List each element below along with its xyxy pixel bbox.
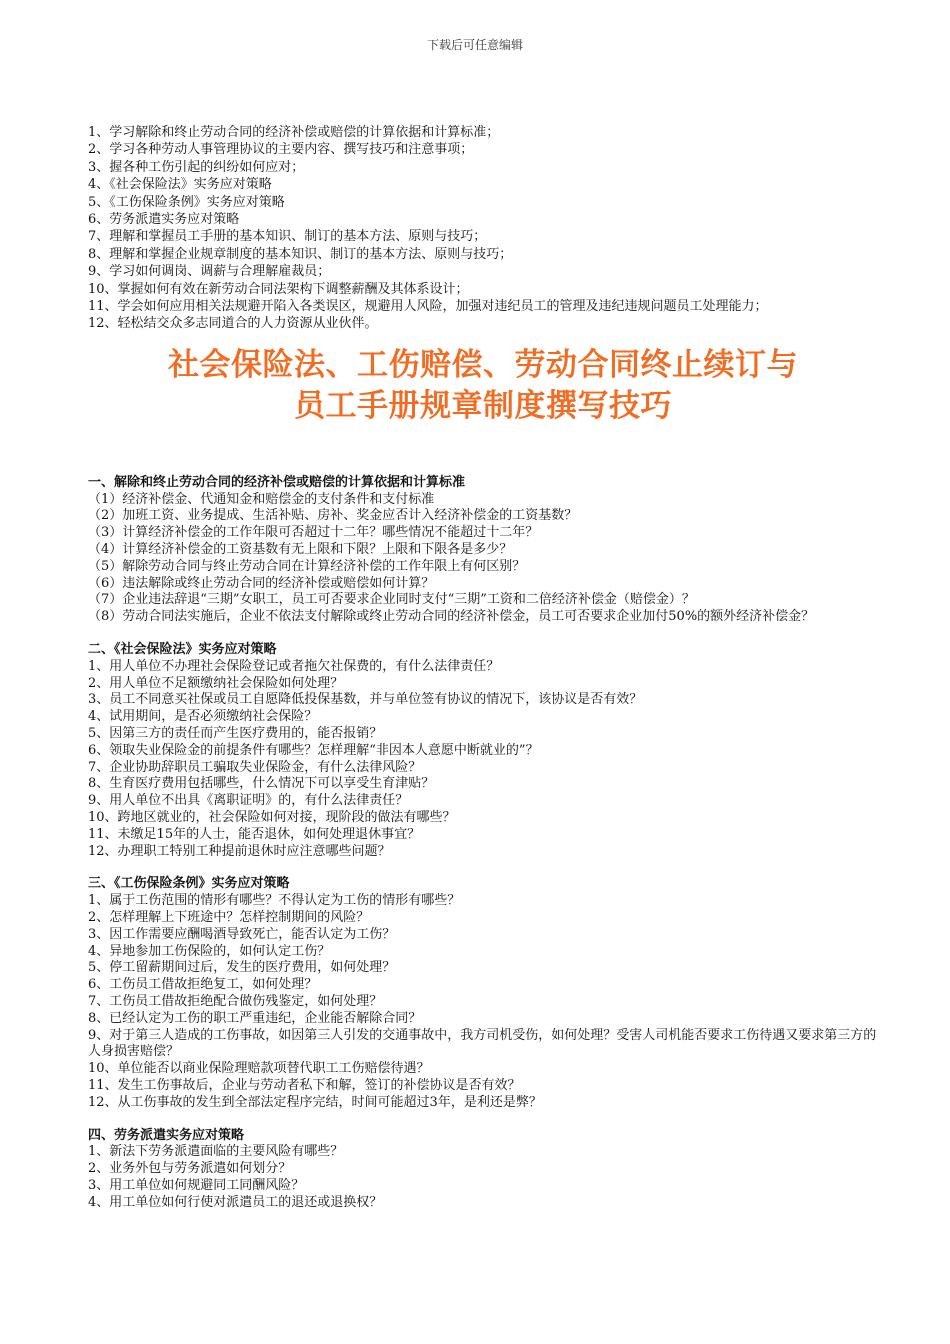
list-item: 6、工伤员工借故拒绝复工，如何处理？ [88,977,318,993]
list-item: 11、未缴足15年的人士，能否退休，如何处理退休事宜？ [88,826,421,842]
intro-item: 1、学习解除和终止劳动合同的经济补偿或赔偿的计算依据和计算标准； [88,125,500,140]
list-item: 3、用工单位如何规避同工同酬风险？ [88,1177,305,1193]
list-item: 10、单位能否以商业保险理赔款项替代职工工伤赔偿待遇？ [88,1061,430,1077]
intro-item: 6、劳务派遣实务应对策略 [88,212,240,228]
list-item: 2、用人单位不足额缴纳社会保险如何处理？ [88,675,344,691]
list-item: 3、员工不同意买社保或员工自愿降低投保基数，并与单位签有协议的情况下，该协议是否有效？ [88,692,643,708]
list-item: 1、用人单位不办理社会保险登记或者拖欠社保费的，有什么法律责任？ [88,658,500,674]
section-heading: 一、解除和终止劳动合同的经济补偿或赔偿的计算依据和计算标准 [88,474,466,490]
document-body [88,124,878,1228]
list-item: 4、用工单位如何行使对派遣员工的退还或退换权？ [88,1194,383,1210]
intro-item: 7、理解和掌握员工手册的基本知识、制订的基本方法、原则与技巧； [88,229,487,245]
list-item: 7、工伤员工借故拒绝配合做伤残鉴定，如何处理？ [88,993,383,1009]
list-item: （2）加班工资、业务提成、生活补贴、房补、奖金应否计入经济补偿金的工资基数？ [88,508,578,524]
list-item: （3）计算经济补偿金的工作年限可否超过十二年？哪些情况不能超过十二年？ [88,525,539,541]
intro-item: 8、理解和掌握企业规章制度的基本知识、制订的基本方法、原则与技巧； [88,246,513,262]
list-item: （7）企业违法辞退“三期”女职工，员工可否要求企业同时支付“三期”工资和二倍经济补偿金（赔偿金）？ [88,592,695,608]
list-item: 12、办理职工特别工种提前退休时应注意哪些问题？ [88,843,391,859]
intro-item: 11、学会如何应用相关法规避开陷入各类误区，规避用人风险，加强对违纪员工的管理及违纪违规问题员工处理能力； [88,299,768,315]
list-item: （4）计算经济补偿金的工资基数有无上限和下限？上限和下限各是多少？ [88,542,513,558]
section-heading: 四、劳务派遣实务应对策略 [88,1127,245,1143]
header-note: 下载后可任意编辑 [426,38,523,52]
section-social-insurance [88,642,878,860]
list-item: 3、因工作需要应酬喝酒导致死亡，能否认定为工伤？ [88,926,396,942]
list-item: 8、已经认定为工伤的职工严重违纪，企业能否解除合同？ [88,1010,422,1026]
list-item: 5、因第三方的责任而产生医疗费用的，能否报销？ [88,726,383,742]
list-item: 7、企业协助辞职员工骗取失业保险金，有什么法律风险？ [88,759,422,775]
title-line-2: 员工手册规章制度撰写技巧 [294,387,672,424]
list-item: 9、用人单位不出具《离职证明》的，有什么法律责任？ [88,793,409,809]
intro-list [88,124,878,333]
section-heading: 二、《社会保险法》实务应对策略 [88,642,277,658]
intro-item: 9、学习如何调岗、调薪与合理解雇裁员； [88,264,331,280]
list-item: （1）经济补偿金、代通知金和赔偿金的支付条件和支付标准 [88,491,435,507]
list-item: 5、停工留薪期间过后，发生的医疗费用，如何处理？ [88,960,396,976]
section-compensation [88,475,878,626]
list-item: 9、对于第三人造成的工伤事故，如因第三人引发的交通事故中，我方司机受伤，如何处理？受害人司机能否要求工伤待遇又要求第三方的人身损害赔偿？ [88,1027,877,1060]
intro-item: 5、《工伤保险条例》实务应对策略 [88,194,285,210]
list-item: 2、怎样理解上下班途中？怎样控制期间的风险？ [88,910,370,925]
list-item: 10、跨地区就业的，社会保险如何对接，现阶段的做法有哪些？ [88,810,456,826]
list-item: 11、发生工伤事故后，企业与劳动者私下和解，签订的补偿协议是否有效？ [88,1077,521,1093]
list-item: 2、业务外包与劳务派遣如何划分？ [88,1161,292,1177]
list-item: （5）解除劳动合同与终止劳动合同在计算经济补偿的工作年限上有何区别？ [88,558,526,574]
list-item: 4、异地参加工伤保险的，如何认定工伤？ [88,943,331,959]
intro-item: 4、《社会保险法》实务应对策略 [88,177,272,193]
list-item: （8）劳动合同法实施后，企业不依法支付解除或终止劳动合同的经济补偿金，员工可否要求企业加付50%的额外经济补偿金？ [88,609,815,625]
list-item: 1、属于工伤范围的情形有哪些？不得认定为工伤的情形有哪些？ [88,893,461,909]
list-item: （6）违法解除或终止劳动合同的经济补偿或赔偿如何计算？ [88,575,435,591]
intro-item: 2、学习各种劳动人事管理协议的主要内容、撰写技巧和注意事项； [88,142,474,158]
intro-item: 10、掌握如何有效在新劳动合同法架构下调整薪酬及其体系设计； [88,281,469,297]
title-line-1: 社会保险法、工伤赔偿、劳动合同终止续订与 [168,346,798,383]
section-labor-dispatch [88,1128,878,1212]
document-title [88,345,878,427]
list-item: 12、从工伤事故的发生到全部法定程序完结，时间可能超过3年，是利还是弊？ [88,1094,542,1110]
intro-item: 3、握各种工伤引起的纠纷如何应对； [88,159,305,175]
section-heading: 三、《工伤保险条例》实务应对策略 [88,876,290,892]
list-item: 6、领取失业保险金的前提条件有哪些？怎样理解“非因本人意愿中断就业的”？ [88,742,539,758]
section-work-injury [88,876,878,1111]
list-item: 8、生育医疗费用包括哪些，什么情况下可以享受生育津贴？ [88,776,435,792]
intro-item: 12、轻松结交众多志同道合的人力资源从业伙伴。 [88,316,378,332]
list-item: 4、试用期间，是否必须缴纳社会保险？ [88,709,318,725]
list-item: 1、新法下劳务派遣面临的主要风险有哪些？ [88,1144,344,1160]
